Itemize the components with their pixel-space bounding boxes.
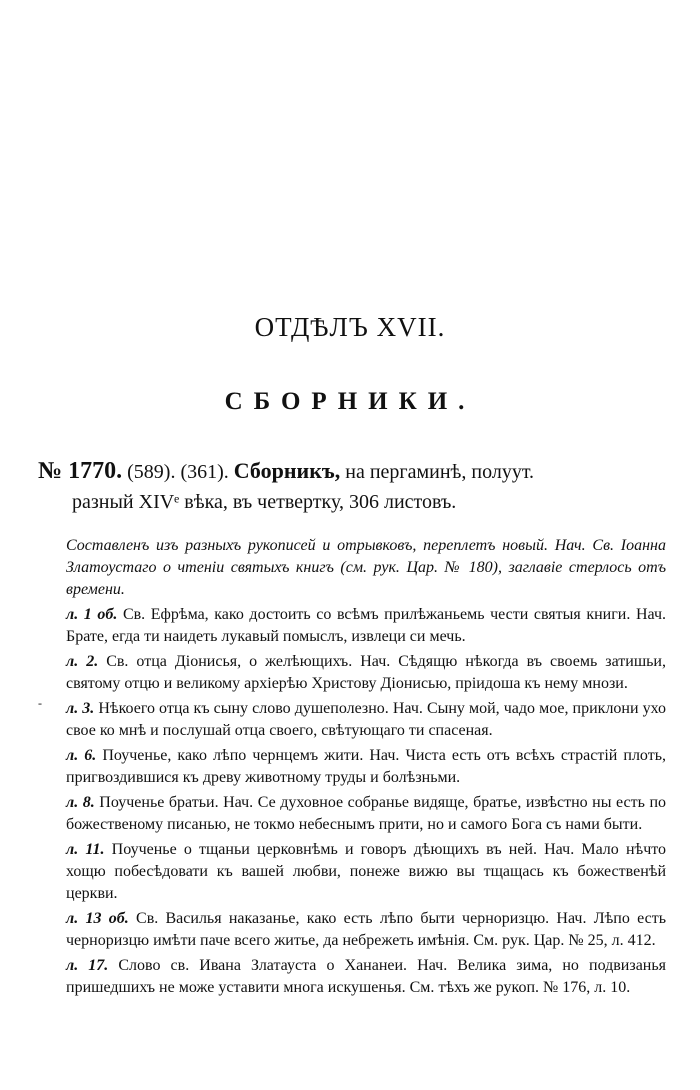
paragraph-text: Составленъ изъ разныхъ рукописей и отрывковъ, переплетъ новый. Нач. Св. Іоанна Златоустаго о чтеніи святыхъ книгъ (см. рук. Цар. № 180), заглавіе стерлось отъ времени.	[66, 537, 666, 598]
paragraph-text: Св. Василья наказанье, како есть лѣпо быти черноризцю. Нач. Лѣпо есть черноризцю имѣти паче всего житье, да небрежеть имѣнія. См. рук. Цар. № 25, л. 412.	[66, 910, 667, 949]
leaf-reference: л. 2.	[66, 653, 99, 670]
entry-header	[38, 456, 668, 517]
entry-paragraph	[66, 908, 666, 952]
leaf-reference: л. 3.	[66, 700, 95, 717]
entry-number: № 1770.	[38, 458, 123, 484]
entry-codes: (589). (361).	[127, 461, 229, 483]
entry-body	[66, 535, 666, 1002]
paragraph-text: Поученье братьи. Нач. Се духовное собранье видяще, братье, извѣстно ны есть по божественому писанью, не токмо небеснымъ прити, но и самого Бога съ нами быти.	[66, 794, 667, 833]
entry-kind: Сборникъ,	[233, 458, 341, 483]
paragraph-text: Поученье о тщаньи церковнѣмь и говоръ дѣющихъ въ ней. Нач. Мало нѣчто хощю побесѣдовати къ вашей любви, понеже вижю вы тщащась къ божественѣй церкви.	[66, 841, 667, 902]
section-subtitle: СБОРНИКИ.	[224, 388, 476, 415]
section-title: ОТДѢЛЪ XVII.	[254, 312, 446, 342]
entry-paragraph	[66, 839, 666, 905]
entry-paragraph	[66, 698, 666, 742]
entry-paragraph	[66, 604, 666, 648]
entry-paragraph	[66, 955, 666, 999]
leaf-reference: л. 1 об.	[66, 606, 118, 623]
entry-description-2: разный XIVᵉ вѣка, въ четвертку, 306 листовъ.	[72, 491, 457, 513]
entry-paragraph	[66, 651, 666, 695]
paragraph-text: Поученье, како лѣпо чернцемъ жити. Нач. Чиста есть отъ всѣхъ страстій плоть, пригвоздившися къ древу животному труды и болѣзньми.	[66, 747, 667, 786]
leaf-reference: л. 6.	[66, 747, 97, 764]
leaf-reference: л. 8.	[66, 794, 95, 811]
paragraph-text: Св. Ефрѣма, како достоить со всѣмъ прилѣжаньемь чести святыя книги. Нач. Брате, егда ти наидеть лукавый помыслъ, извлеци си мечь.	[66, 606, 667, 645]
leaf-reference: л. 11.	[66, 841, 105, 858]
paragraph-text: Нѣкоего отца къ сыну слово душеполезно. Нач. Сыну мой, чадо мое, приклони ухо свое ко мнѣ и послушай отца своего, свѣтующаго ти спасеная.	[66, 700, 666, 739]
paragraph-text: Слово св. Ивана Златауста о Хананеи. Нач. Велика зима, но подвизанья пришедшихъ не може уставити многа искушенья. См. тѣхъ же рукоп. № 176, л. 10.	[66, 957, 667, 996]
entry-paragraph	[66, 792, 666, 836]
entry-paragraph	[66, 535, 666, 601]
entry-paragraph	[66, 745, 666, 789]
leaf-reference: л. 13 об.	[66, 910, 129, 927]
margin-mark: -	[38, 696, 42, 710]
paragraph-text: Св. отца Діонисья, о желѣющихъ. Нач. Сѣдящю нѣкогда въ своемь затишьи, святому отцю и великому архіерѣю Христову Діонисью, пріидоша къ нему мнози.	[66, 653, 666, 692]
entry-description-1: на пергаминѣ, полуут.	[345, 461, 535, 483]
leaf-reference: л. 17.	[66, 957, 109, 974]
